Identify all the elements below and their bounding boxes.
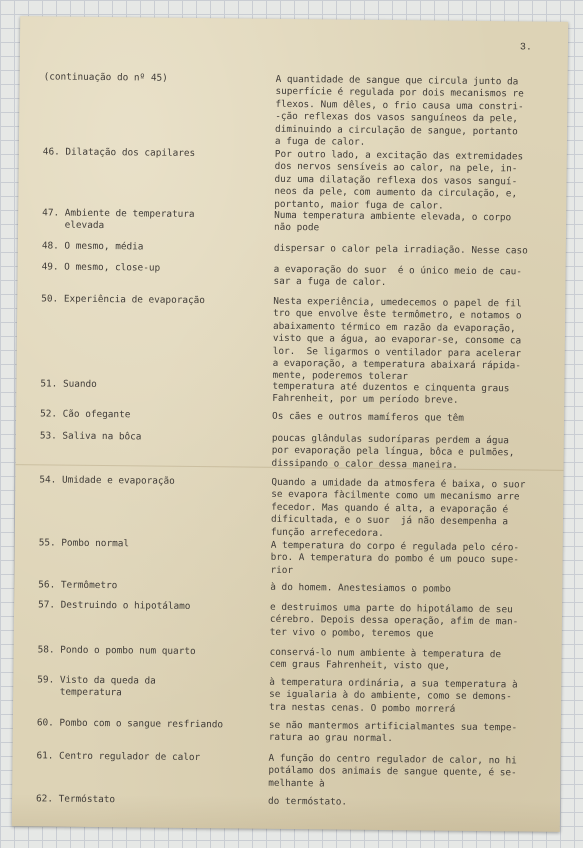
narration-57: e destruimos uma parte do hipotálamo de seu cérebro. Depois dessa operação, afim de man- ter vivo o pombo, teremos que <box>269 601 519 640</box>
shot-label-57: 57. Destruindo o hipotálamo <box>38 599 191 612</box>
shot-label-60: 60. Pombo com o sangue resfriando <box>36 717 224 731</box>
narration-49: a evaporação do suor é o único meio de cau- sar a fuga de calor. <box>273 263 523 289</box>
shot-label-48: 48. O mesmo, média <box>41 240 144 253</box>
narration-59: à temperatura ordinária, a sua temperatura à se igualaria à do ambiente, como se demons- tra nestas cenas. O pombo morrerá <box>268 676 518 715</box>
narration-52: Os cães e outros mamíferos que têm <box>272 410 465 424</box>
document-page <box>12 16 568 832</box>
shot-label-54: 54. Umidade e evaporação <box>39 474 175 487</box>
narration-54: Quando a umidade da atmosfera é baixa, o suor se evapora fàcilmente como um mecanismo arre fecedor. Mas quando é alta, a evaporação é dificultada, e o suor já não desempenha a função arrefecedora. <box>270 476 526 539</box>
narration-50: Nesta experiência, umedecemos o papel de fil tro que envolve êste termômetro, e notamos o abaixamento térmico em razão da evaporação, visto que a água, ao evaporar-se, consome ca lor. Se ligarmos o ventilador para acelerar a evaporação, a temperatura abaixará rápida- mente, poderemos tolerar <box>272 295 522 383</box>
shot-label-46: 46. Dilatação dos capilares <box>42 146 196 159</box>
shot-label-45: (continuação do nº 45) <box>43 71 168 84</box>
shot-label-52: 52. Cão ofegante <box>40 408 131 421</box>
shot-label-61: 61. Centro regulador de calor <box>36 750 201 764</box>
shot-label-50: 50. Experiência de evaporação <box>41 293 206 307</box>
shot-label-58: 58. Pondo o pombo num quarto <box>37 644 196 658</box>
shot-label-53: 53. Saliva na bôca <box>39 430 142 443</box>
shot-label-59: 59. Visto da queda da temperatura <box>37 674 156 699</box>
narration-58: conservá-lo num ambiente à temperatura de cem graus Fahrenheit, visto que, <box>269 646 502 673</box>
narration-46: Por outro lado, a excitação das extremidades dos nervos sensíveis ao calor, na pele, in- duz uma dilatação reflexa dos vasos sanguí- neos da pele, com aumento da circulação, e, portanto, maior fuga de calor. <box>274 148 524 212</box>
shot-label-49: 49. O mesmo, close-up <box>41 261 161 274</box>
narration-55: A temperatura do corpo é regulada pelo céro- bro. A temperatura do pombo é um pouco supe- rior <box>270 539 520 576</box>
narration-51: temperatura até duzentos e cinquenta graus Fahrenheit, por um período breve. <box>272 380 510 407</box>
narration-61: A função do centro regulador de calor, no hi potálamo dos animais de sangue quente, é se- melhante à <box>268 752 517 790</box>
narration-62: do termóstato. <box>267 795 348 808</box>
narration-60: se não mantermos artificialmantes sua tempe- ratura ao grau normal. <box>268 719 518 745</box>
page-number: 3. <box>519 42 533 54</box>
narration-56: à do homem. Anestesiamos o pombo <box>270 581 451 595</box>
shot-label-62: 62. Termóstato <box>36 793 116 806</box>
shot-label-51: 51. Suando <box>40 378 97 390</box>
shot-label-55: 55. Pombo normal <box>38 537 130 550</box>
shot-label-47: 47. Ambiente de temperatura elevada <box>42 207 195 232</box>
narration-48: dispersar o calor pela irradiação. Nesse caso <box>273 242 528 257</box>
narration-47: Numa temperatura ambiente elevada, o corpo não pode <box>273 209 512 234</box>
narration-45: A quantidade de sangue que circula junto da superfície é regulada por dois mecanismos re flexos. Num dêles, o frio causa uma constri- -ção reflexas dos vasos sanguíneos da pele, diminuindo a circulação de sangue, portanto a fuga de calor. <box>274 73 524 148</box>
shot-label-56: 56. Termômetro <box>38 579 118 592</box>
narration-53: poucas glândulas sudoríparas perdem a água por evaporação pela língua, bôca e pulmões, dissipando o calor dessa maneira. <box>271 432 515 471</box>
